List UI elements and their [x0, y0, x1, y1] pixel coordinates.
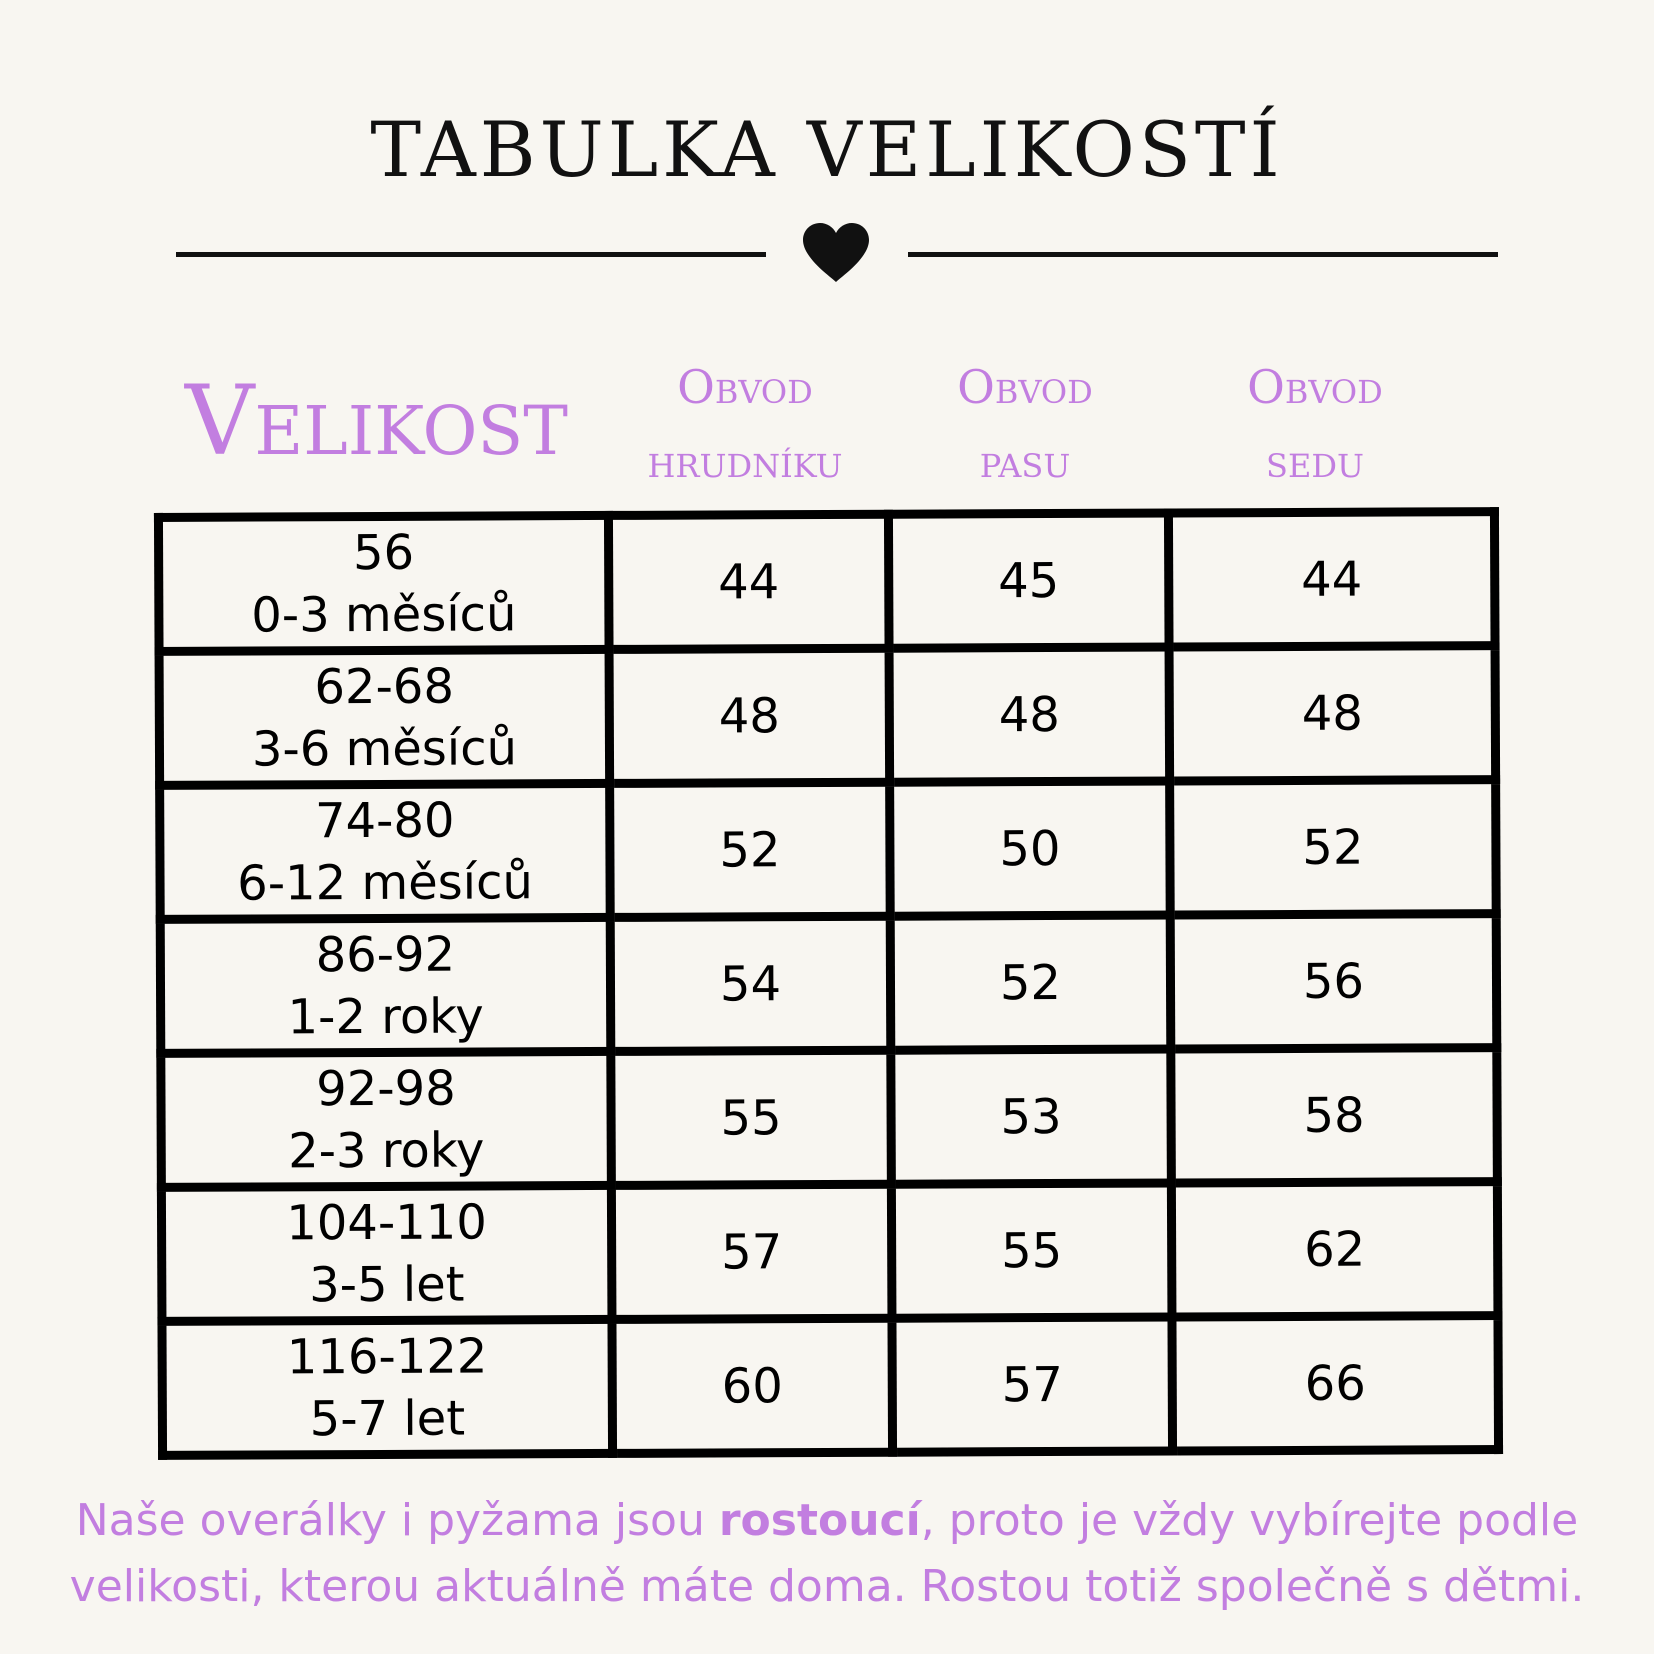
header-chest-line2: hrudníku — [647, 434, 843, 488]
header-chest — [620, 350, 870, 498]
waist-cell: 53 — [891, 1049, 1172, 1184]
age-value: 0-3 měsíců — [251, 585, 517, 644]
seat-cell: 52 — [1170, 780, 1497, 915]
divider-right — [908, 252, 1498, 257]
chest-cell: 60 — [612, 1318, 893, 1453]
heart-icon — [801, 222, 871, 284]
waist-cell: 50 — [890, 781, 1171, 916]
chest-cell: 48 — [609, 648, 890, 783]
waist-cell: 57 — [892, 1317, 1173, 1452]
table-row — [161, 1048, 1498, 1188]
size-value: 116-122 — [286, 1327, 488, 1385]
size-cell — [159, 649, 610, 785]
footer-text-bold: rostoucí — [718, 1495, 921, 1546]
size-cell — [160, 917, 611, 1053]
header-waist-line2: pasu — [979, 434, 1071, 488]
header-size: Velikost — [185, 365, 568, 477]
chest-cell: 54 — [610, 916, 891, 1051]
size-value: 92-98 — [316, 1060, 456, 1117]
table-row — [158, 512, 1495, 652]
header-seat — [1190, 350, 1440, 498]
chest-cell: 52 — [610, 782, 891, 917]
size-cell — [160, 783, 611, 919]
footer-text-before: Naše overálky i pyžama jsou — [75, 1495, 719, 1546]
header-chest-line1: Obvod — [677, 360, 813, 414]
waist-cell: 48 — [889, 647, 1170, 782]
page-title: TABULKA VELIKOSTÍ — [370, 105, 1284, 194]
table-row — [160, 780, 1497, 920]
seat-cell: 58 — [1171, 1048, 1498, 1183]
table-row — [159, 646, 1496, 786]
age-value: 3-5 let — [309, 1256, 465, 1313]
chest-cell: 44 — [608, 514, 889, 649]
seat-cell: 66 — [1172, 1316, 1499, 1451]
seat-cell: 44 — [1168, 512, 1495, 647]
footer-text-after: , proto je vždy vybírejte podle velikosti, kterou aktuálně máte doma. Rostou totiž společně s dětmi. — [69, 1495, 1585, 1612]
table-row — [160, 914, 1497, 1054]
header-seat-line1: Obvod — [1247, 360, 1383, 414]
size-value: 104-110 — [286, 1193, 487, 1251]
chest-cell: 55 — [611, 1050, 892, 1185]
size-cell — [161, 1051, 612, 1187]
size-cell — [158, 515, 609, 651]
age-value: 2-3 roky — [287, 1122, 485, 1179]
footer-note — [40, 1488, 1614, 1620]
waist-cell: 52 — [890, 915, 1171, 1050]
seat-cell: 62 — [1171, 1182, 1498, 1317]
divider-left — [176, 252, 766, 257]
size-value: 62-68 — [314, 658, 455, 715]
age-value: 5-7 let — [309, 1390, 466, 1447]
age-value: 3-6 měsíců — [251, 719, 518, 778]
seat-cell: 56 — [1170, 914, 1497, 1049]
table-row — [162, 1316, 1499, 1456]
size-value: 56 — [352, 524, 415, 581]
table-row — [161, 1182, 1498, 1322]
size-cell — [161, 1185, 612, 1321]
header-waist-line1: Obvod — [957, 360, 1093, 414]
waist-cell: 55 — [891, 1183, 1172, 1318]
size-value: 74-80 — [314, 792, 455, 849]
size-cell — [162, 1319, 613, 1455]
chest-cell: 57 — [611, 1184, 892, 1319]
age-value: 6-12 měsíců — [237, 853, 533, 912]
seat-cell: 48 — [1169, 646, 1496, 781]
header-waist — [900, 350, 1150, 498]
waist-cell: 45 — [888, 513, 1169, 648]
size-table — [154, 507, 1503, 1460]
size-value: 86-92 — [315, 926, 456, 983]
header-seat-line2: sedu — [1266, 434, 1364, 488]
age-value: 1-2 roky — [287, 988, 484, 1045]
